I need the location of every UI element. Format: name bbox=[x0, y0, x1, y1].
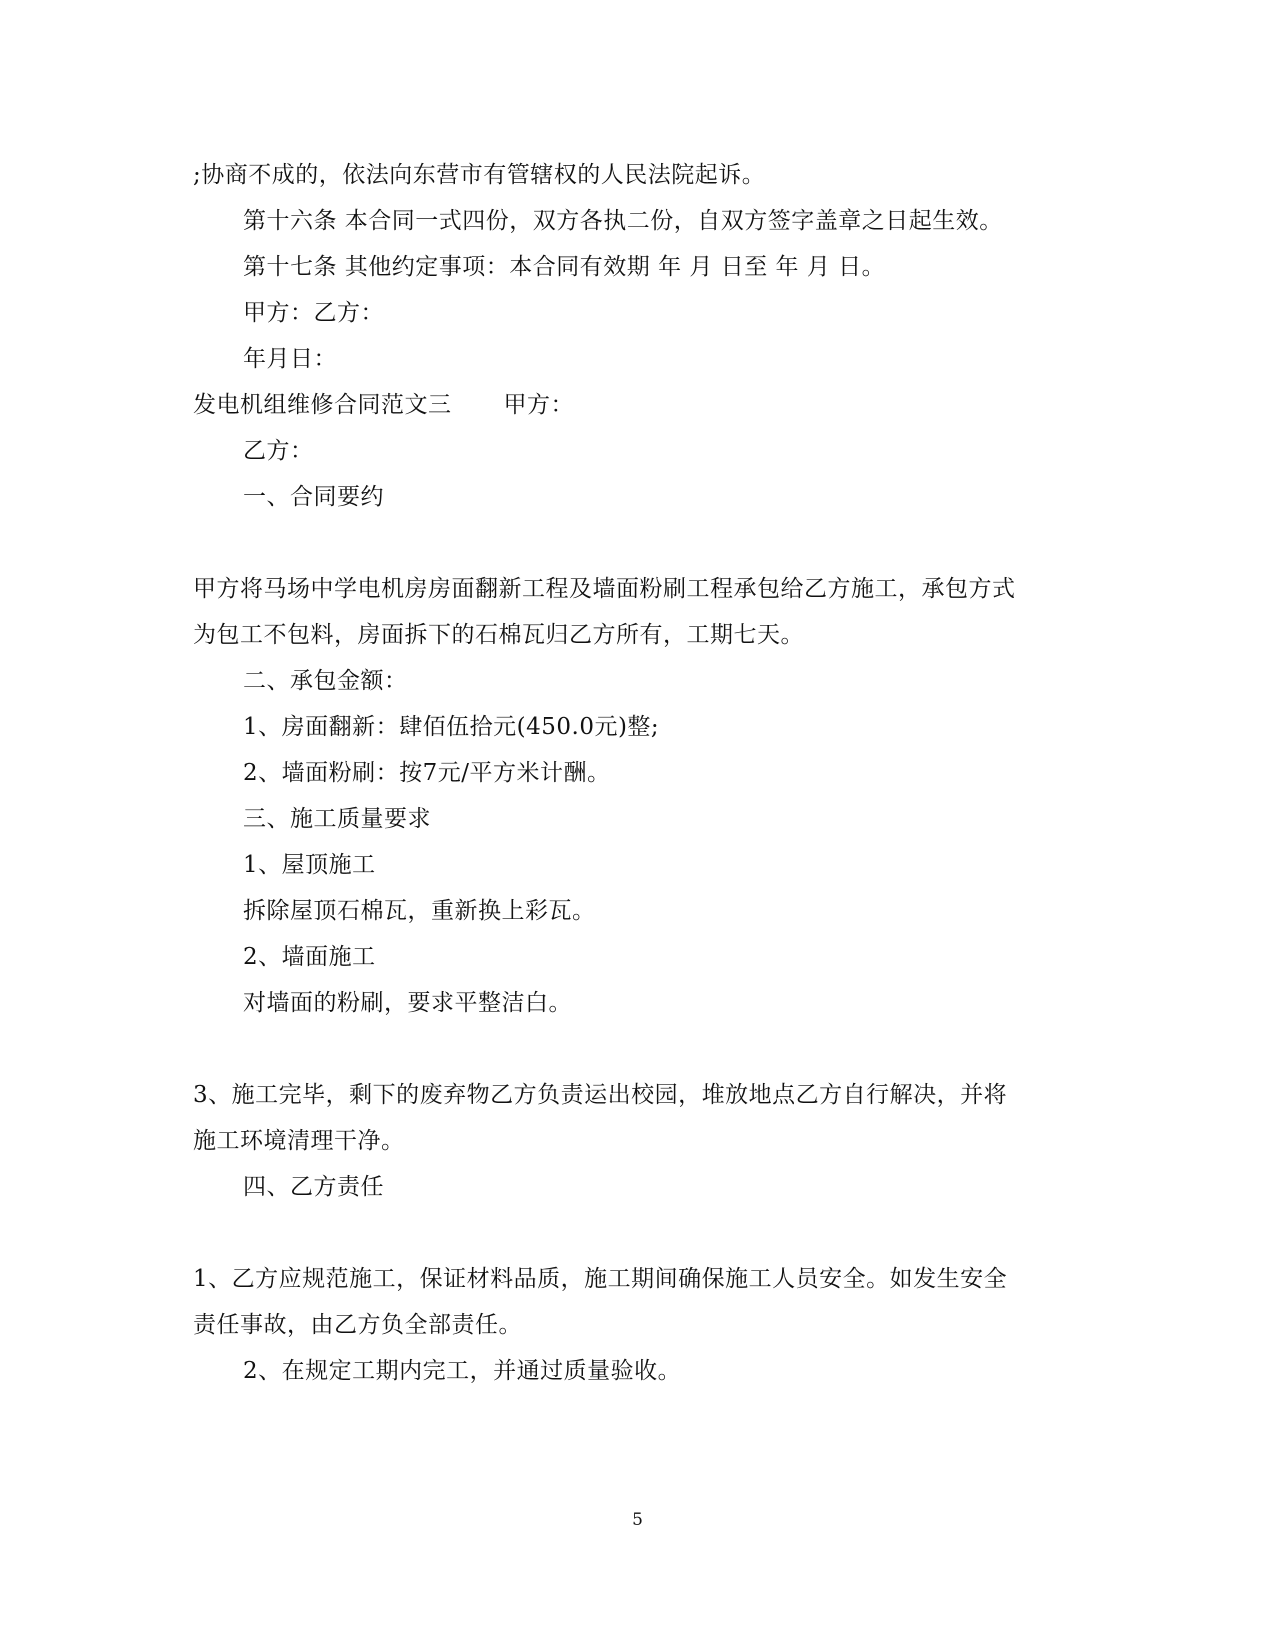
text-line: 第十六条 本合同一式四份，双方各执二份，自双方签字盖章之日起生效。 bbox=[243, 208, 1003, 234]
text-line: 1、屋顶施工 bbox=[243, 852, 376, 878]
text-line: 施工环境清理干净。 bbox=[193, 1128, 405, 1154]
text-line: 1、房面翻新：肆佰伍拾元(450.0元)整; bbox=[243, 714, 660, 740]
text-line: 乙方： bbox=[243, 438, 314, 464]
page-number: 5 bbox=[632, 1510, 643, 1530]
text-line: 甲方：乙方： bbox=[243, 300, 384, 326]
text-line: 甲方将马场中学电机房房面翻新工程及墙面粉刷工程承包给乙方施工，承包方式 bbox=[193, 576, 1016, 602]
section-heading: 三、施工质量要求 bbox=[243, 806, 431, 832]
text-line: 2、在规定工期内完工，并通过质量验收。 bbox=[243, 1358, 682, 1384]
text-line: 拆除屋顶石棉瓦，重新换上彩瓦。 bbox=[243, 898, 596, 924]
text-line: 年月日： bbox=[243, 346, 337, 372]
section-heading: 二、承包金额： bbox=[243, 668, 408, 694]
text-line: 第十七条 其他约定事项：本合同有效期 年 月 日至 年 月 日。 bbox=[243, 254, 886, 280]
section-heading: 四、乙方责任 bbox=[243, 1174, 384, 1200]
text-line: 2、墙面粉刷：按7元/平方米计酬。 bbox=[243, 760, 611, 786]
text-line: 为包工不包料，房面拆下的石棉瓦归乙方所有，工期七天。 bbox=[193, 622, 804, 648]
section-title-line bbox=[193, 390, 574, 420]
text-line: 1、乙方应规范施工，保证材料品质，施工期间确保施工人员安全。如发生安全 bbox=[193, 1266, 1008, 1292]
text-line: 对墙面的粉刷，要求平整洁白。 bbox=[243, 990, 572, 1016]
text-line: ;协商不成的，依法向东营市有管辖权的人民法院起诉。 bbox=[193, 162, 766, 188]
section-heading: 一、合同要约 bbox=[243, 484, 384, 510]
text-line: 责任事故，由乙方负全部责任。 bbox=[193, 1312, 522, 1338]
party-a-label: 甲方： bbox=[503, 392, 574, 418]
text-line: 2、墙面施工 bbox=[243, 944, 376, 970]
section-title: 发电机组维修合同范文三 bbox=[193, 392, 452, 418]
text-line: 3、施工完毕，剩下的废弃物乙方负责运出校园，堆放地点乙方自行解决，并将 bbox=[193, 1082, 1008, 1108]
